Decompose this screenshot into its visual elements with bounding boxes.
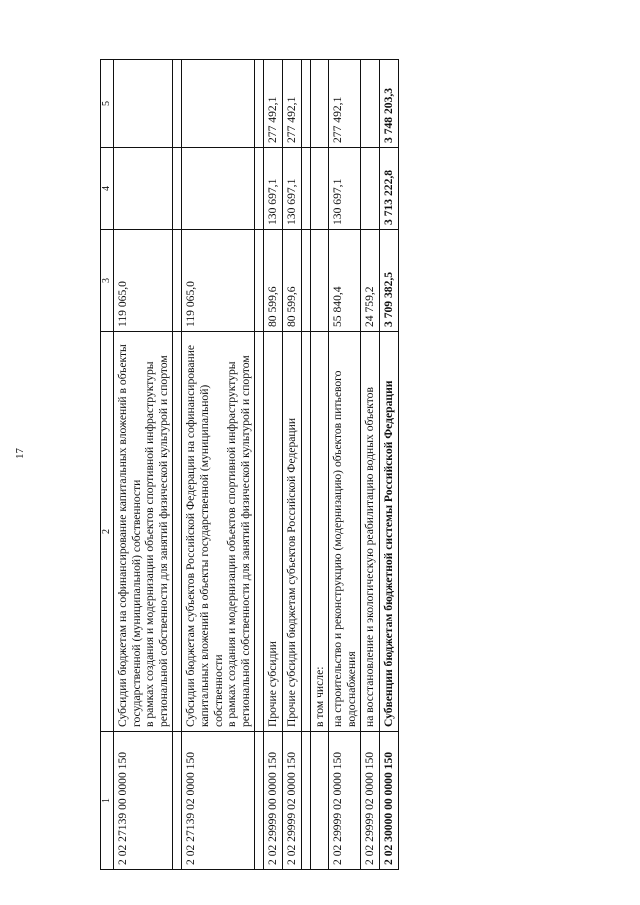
row-name: на восстановление и экологическую реабилитацию водных объектов [361, 332, 380, 732]
table-row [329, 60, 361, 870]
row-name-line: Субсидии бюджетам субъектов Российской Федерации на софинансирование капитальных вложений в объекты государственной (муниципальной) собственности [184, 344, 225, 727]
header-cell-4: 4 [101, 148, 114, 230]
row-value-3: 119 065,0 [114, 230, 173, 332]
row-value-3: 80 599,6 [282, 230, 301, 332]
budget-table [100, 59, 399, 870]
table-row [114, 60, 173, 870]
header-cell-3: 3 [101, 230, 114, 332]
row-code: 2 02 27139 00 0000 150 [114, 732, 173, 870]
row-code: 2 02 29999 02 0000 150 [282, 732, 301, 870]
row-name: Субвенции бюджетам бюджетной системы Российской Федерации [379, 332, 398, 732]
row-value-5 [114, 60, 173, 148]
row-name [182, 332, 255, 732]
rotated-table-container [100, 60, 615, 870]
row-value-5: 3 748 203,3 [379, 60, 398, 148]
table-row [310, 60, 329, 870]
row-code: 2 02 30000 00 0000 150 [379, 732, 398, 870]
row-value-4 [310, 148, 329, 230]
spacer-row [301, 60, 310, 870]
header-cell-1: 1 [101, 732, 114, 870]
spacer-row [173, 60, 182, 870]
row-code: 2 02 29999 02 0000 150 [361, 732, 380, 870]
table-row [361, 60, 380, 870]
row-value-4 [361, 148, 380, 230]
row-value-3: 80 599,6 [264, 230, 283, 332]
row-name-line: Субсидии бюджетам на софинансирование капитальных вложений в объекты государственной (муниципальной) собственности [116, 344, 143, 727]
row-value-4: 130 697,1 [329, 148, 361, 230]
table-row [264, 60, 283, 870]
table-row [379, 60, 398, 870]
page-number: 17 [14, 448, 26, 459]
table-row [182, 60, 255, 870]
row-value-4: 130 697,1 [282, 148, 301, 230]
table-row [282, 60, 301, 870]
row-value-4 [114, 148, 173, 230]
row-name: в том числе: [310, 332, 329, 732]
header-cell-5: 5 [101, 60, 114, 148]
row-value-4 [182, 148, 255, 230]
row-code [310, 732, 329, 870]
row-code: 2 02 29999 02 0000 150 [329, 732, 361, 870]
header-row [101, 60, 114, 870]
row-value-5: 277 492,1 [264, 60, 283, 148]
row-value-5 [182, 60, 255, 148]
row-value-4: 3 713 222,8 [379, 148, 398, 230]
row-name: Прочие субсидии [264, 332, 283, 732]
row-code: 2 02 27139 02 0000 150 [182, 732, 255, 870]
row-value-3: 55 840,4 [329, 230, 361, 332]
row-value-4: 130 697,1 [264, 148, 283, 230]
row-value-3: 24 759,2 [361, 230, 380, 332]
row-value-5: 277 492,1 [282, 60, 301, 148]
row-name-line: в рамках создания и модернизации объектов спортивной инфраструктуры региональной собственности для занятий физической культурой и спортом [143, 355, 170, 727]
row-value-5 [310, 60, 329, 148]
row-value-3 [310, 230, 329, 332]
row-name: Прочие субсидии бюджетам субъектов Российской Федерации [282, 332, 301, 732]
row-name: на строительство и реконструкцию (модернизацию) объектов питьевого водоснабжения [329, 332, 361, 732]
row-name-line: в рамках создания и модернизации объектов спортивной инфраструктуры региональной собственности для занятий физической культурой и спортом [225, 355, 252, 727]
header-cell-2: 2 [101, 332, 114, 732]
row-code: 2 02 29999 00 0000 150 [264, 732, 283, 870]
row-value-3: 3 709 382,5 [379, 230, 398, 332]
row-value-5 [361, 60, 380, 148]
row-value-3: 119 065,0 [182, 230, 255, 332]
row-value-5: 277 492,1 [329, 60, 361, 148]
row-name [114, 332, 173, 732]
spacer-row [255, 60, 264, 870]
